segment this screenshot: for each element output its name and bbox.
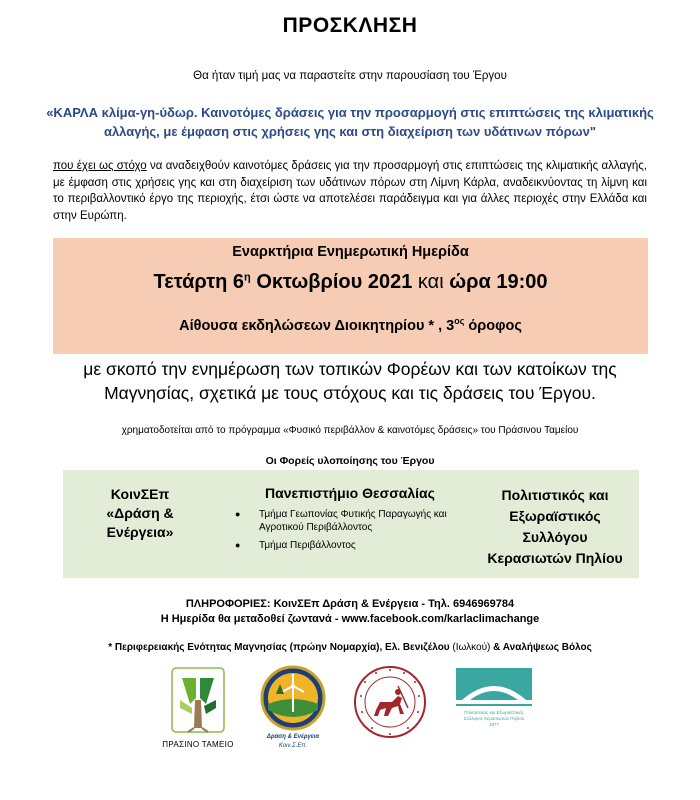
- club-caption-1: Πολιτιστικός και Εξωραϊστικός: [464, 710, 524, 715]
- event-purpose: με σκοπό την ενημέρωση των τοπικών Φορέων και των κατοίκων της Μαγνησίας, σχετικά με τους στόχους και τις δράσεις του Έργου.: [83, 359, 617, 403]
- partner1-line: Ενέργεια»: [106, 524, 174, 540]
- centaur-seal-icon: [352, 664, 428, 740]
- partner3-line: Πολιτιστικός και: [501, 487, 609, 503]
- event-band: [53, 238, 648, 354]
- green-fund-logo: [162, 664, 234, 754]
- event-day: Τετάρτη 6: [153, 271, 245, 293]
- department-item: [235, 508, 475, 534]
- contact-info: ΠΛΗΡΟΦΟΡΙΕΣ: ΚοινΣΕπ Δράση & Ενέργεια - Τηλ. 6946969784: [185, 598, 515, 610]
- event-day-suffix: η: [244, 271, 251, 284]
- venue-footnote: [0, 642, 700, 653]
- department-label: Τμήμα Γεωπονίας Φυτικής Παραγωγής και Αγροτικού Περιβάλλοντος: [259, 509, 447, 533]
- goal-text: να αναδειχθούν καινοτόμες δράσεις για την προσαρμογή στις επιπτώσεις της κλιματικής αλλαγής, με έμφαση στις χρήσεις γης και στη διαχείριση των υδάτινων πόρων στη Λίμνη Κάρλα, αναδεικνύοντας τη λίμνη και το περιβαλλοντικό έργο της περιοχής, έτσι ώστε να αποτελέσει παράδειγμα και για άλλες περιοχές στην Ελλάδα και στην Ευρώπη.: [53, 160, 648, 222]
- partners-label: Οι Φορείς υλοποίησης του Έργου: [265, 455, 435, 467]
- department-label: Τμήμα Περιβάλλοντος: [259, 540, 356, 551]
- project-description: [53, 158, 647, 224]
- department-item: [235, 539, 475, 552]
- footnote-a: * Περιφερειακής Ενότητας Μαγνησίας (πρώην Νομαρχία), Ελ. Βενιζέλου: [108, 642, 453, 653]
- tree-icon: [162, 664, 234, 738]
- page-title: ΠΡΟΣΚΛΗΣΗ: [282, 14, 418, 37]
- kerasia-club-logo: [452, 664, 536, 754]
- venue-mark: * ,: [424, 317, 443, 334]
- event-title: Εναρκτήρια Ενημερωτική Ημερίδα: [232, 244, 469, 260]
- bridge-icon: [452, 664, 536, 708]
- goal-underlined: που έχει ως στόχο: [53, 160, 147, 172]
- partner1-line: ΚοινΣΕπ: [110, 486, 170, 502]
- livestream-info: Η Ημερίδα θα μεταδοθεί ζωντανά - www.facebook.com/karlaclimachange: [160, 613, 540, 625]
- floor-word: όροφος: [464, 317, 522, 334]
- partner-university-thessaly: Πανεπιστήμιο Θεσσαλίας: [265, 485, 435, 501]
- partner3-line: Εξωραϊστικός: [509, 508, 601, 524]
- event-date: [53, 271, 648, 294]
- university-departments: [235, 508, 475, 557]
- event-venue: [53, 316, 648, 334]
- footnote-b: (Ιωλκού): [452, 642, 491, 653]
- floor-suffix: ος: [454, 316, 465, 326]
- drasi-energeia-logo: [258, 664, 328, 764]
- footnote-c: & Αναλήψεως Βόλος: [490, 642, 592, 653]
- bullet-icon: ●: [235, 540, 241, 550]
- venue-name: Αίθουσα εκδηλώσεων Διοικητηρίου: [179, 317, 425, 334]
- partner3-line: Συλλόγου: [522, 529, 588, 545]
- green-fund-caption: ΠΡΑΣΙΝΟ ΤΑΜΕΙΟ: [162, 740, 234, 749]
- event-time: ώρα 19:00: [449, 271, 548, 293]
- partner3-line: Κερασιωτών Πηλίου: [487, 550, 623, 566]
- drasi-caption-2: Κοιν.Σ.Επ.: [278, 743, 308, 749]
- partner-kerasia-club: [480, 485, 630, 569]
- club-caption-2: Σύλλογος Κερασιωτών Πηλίου: [463, 716, 525, 721]
- wind-turbine-icon: [258, 664, 328, 732]
- event-month-year: Οκτωβρίου 2021: [250, 271, 413, 293]
- university-seal-logo: [352, 664, 428, 740]
- invitation-lead: Θα ήταν τιμή μας να παραστείτε στην παρουσίαση του Έργου: [193, 70, 507, 82]
- partner-drasi-energeia: [70, 485, 210, 542]
- floor-number: 3: [442, 317, 455, 334]
- event-conj: και: [412, 271, 450, 293]
- drasi-caption-1: Δράση & Ενέργεια: [266, 734, 320, 740]
- project-title: «ΚΑΡΛΑ κλίμα-γη-ύδωρ. Καινοτόμες δράσεις για την προσαρμογή στις επιπτώσεις της κλιματικής αλλαγής, με έμφαση στις χρήσεις γης και στη διαχείριση των υδάτινων πόρων": [46, 105, 654, 139]
- funding-note: χρηματοδοτείται από το πρόγραμμα «Φυσικό περιβάλλον & καινοτόμες δράσεις» του Πράσινου Ταμείου: [121, 425, 579, 436]
- club-caption-3: 1977: [488, 722, 499, 727]
- bullet-icon: ●: [235, 509, 241, 519]
- partner1-line: «Δράση &: [106, 505, 174, 521]
